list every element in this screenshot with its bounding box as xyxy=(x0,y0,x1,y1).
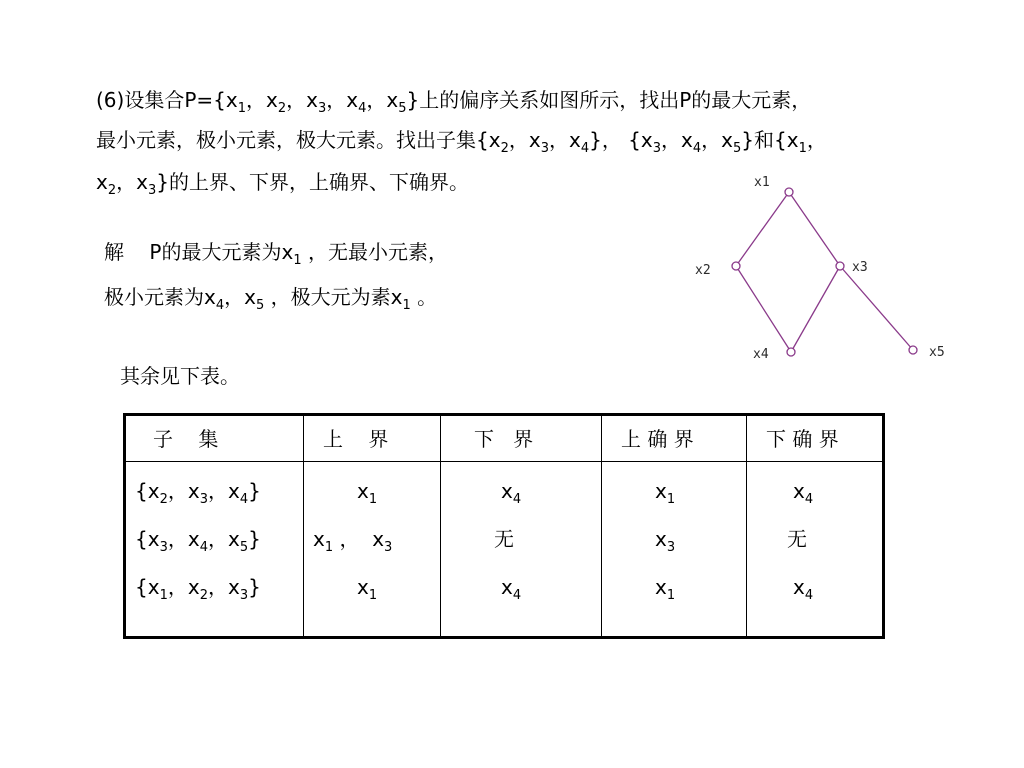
subscript: 1 xyxy=(402,298,411,313)
text: ， xyxy=(806,128,827,152)
subscript: 1 xyxy=(368,492,378,507)
problem-line-1 xyxy=(96,88,812,116)
text: ，x xyxy=(207,527,240,551)
edge-x1-x2 xyxy=(736,192,789,266)
text: x xyxy=(793,479,805,503)
text: } xyxy=(248,527,261,551)
diagram-edges xyxy=(736,192,913,352)
subscript: 1 xyxy=(666,588,676,603)
column-divider xyxy=(303,416,304,636)
subscript: 5 xyxy=(255,298,265,313)
text: }， {x xyxy=(589,128,653,152)
subscript: 3 xyxy=(666,540,676,555)
text: ，x xyxy=(224,285,256,309)
text: x xyxy=(357,479,369,503)
text: {x xyxy=(135,575,160,599)
text: ，x xyxy=(508,128,541,152)
text: ， x xyxy=(333,527,385,551)
header-upper-bound: 上 界 xyxy=(323,427,389,451)
edge-x3-x4 xyxy=(791,266,840,352)
column-divider xyxy=(601,416,602,636)
subscript: 1 xyxy=(159,588,168,603)
text: x xyxy=(655,479,667,503)
subscript: 3 xyxy=(540,141,549,156)
text: x xyxy=(96,170,108,194)
text: x xyxy=(655,575,667,599)
node-x2 xyxy=(732,262,740,270)
diagram-nodes xyxy=(732,188,917,356)
text: ，极大元为素x xyxy=(264,285,403,309)
subscript: 2 xyxy=(159,492,168,507)
text: } xyxy=(248,575,261,599)
subscript: 2 xyxy=(500,141,509,156)
subscript: 2 xyxy=(107,183,117,198)
row3-subset xyxy=(135,575,261,603)
text: }和{x xyxy=(741,128,799,152)
edge-x1-x3 xyxy=(789,192,840,266)
edge-x2-x4 xyxy=(736,266,791,352)
subscript: 4 xyxy=(199,540,208,555)
header-subset: 子 集 xyxy=(153,427,219,451)
row2-infimum: 无 xyxy=(787,527,807,551)
text: {x xyxy=(135,527,160,551)
label-x3: x3 xyxy=(852,260,868,275)
node-x3 xyxy=(836,262,844,270)
text: x xyxy=(313,527,325,551)
subscript: 3 xyxy=(199,492,208,507)
subscript: 5 xyxy=(733,141,742,156)
subscript: 4 xyxy=(804,588,814,603)
bounds-table xyxy=(123,413,885,639)
text: ，x xyxy=(207,479,240,503)
subscript: 4 xyxy=(358,101,367,116)
row1-upper xyxy=(357,479,378,507)
subscript: 3 xyxy=(239,588,249,603)
row3-infimum xyxy=(793,575,814,603)
row1-infimum xyxy=(793,479,814,507)
header-lower-bound: 下 界 xyxy=(474,427,534,451)
subscript: 2 xyxy=(199,588,208,603)
row3-supremum xyxy=(655,575,676,603)
column-divider xyxy=(746,416,747,636)
header-infimum: 下 确 界 xyxy=(766,427,839,451)
subscript: 2 xyxy=(277,101,287,116)
text: } xyxy=(248,479,261,503)
text: ，x xyxy=(366,88,399,112)
label-x5: x5 xyxy=(929,345,945,360)
row2-supremum xyxy=(655,527,676,555)
column-divider xyxy=(440,416,441,636)
text: ，x xyxy=(246,88,278,112)
subscript: 3 xyxy=(652,141,662,156)
text: }上的偏序关系如图所示，找出P的最大元素， xyxy=(406,88,812,112)
label-x1: x1 xyxy=(754,175,770,190)
text: x xyxy=(793,575,805,599)
text: 极小元素为x xyxy=(104,285,216,309)
row2-subset xyxy=(135,527,261,555)
text: ，x xyxy=(207,575,240,599)
header-divider xyxy=(126,461,882,462)
node-x1 xyxy=(785,188,793,196)
text: ，x xyxy=(116,170,148,194)
subscript: 1 xyxy=(798,141,807,156)
text: x xyxy=(357,575,369,599)
text: ，x xyxy=(286,88,318,112)
subscript: 1 xyxy=(293,253,302,268)
hasse-diagram xyxy=(680,168,952,366)
subscript: 1 xyxy=(237,101,246,116)
text: }的上界、下界，上确界、下确界。 xyxy=(156,170,469,194)
text: ，x xyxy=(326,88,359,112)
text: x xyxy=(655,527,667,551)
row2-upper xyxy=(313,527,393,555)
subscript: 1 xyxy=(324,540,334,555)
subscript: 4 xyxy=(692,141,702,156)
label-x2: x2 xyxy=(695,263,711,278)
header-supremum: 上 确 界 xyxy=(621,427,694,451)
text: x xyxy=(501,575,513,599)
label-x4: x4 xyxy=(753,347,769,362)
edge-x3-x5 xyxy=(840,266,913,350)
text: ，x xyxy=(661,128,693,152)
text: 。 xyxy=(410,285,438,309)
row1-lower xyxy=(501,479,522,507)
subscript: 4 xyxy=(580,141,590,156)
solution-line-2 xyxy=(104,285,438,313)
subscript: 4 xyxy=(512,492,522,507)
text: ，x xyxy=(167,527,200,551)
text: x xyxy=(501,479,513,503)
text: ，x xyxy=(701,128,733,152)
text: {x xyxy=(135,479,160,503)
solution-rest-note: 其余见下表。 xyxy=(120,364,240,388)
solution-line-1 xyxy=(104,240,448,268)
row2-lower: 无 xyxy=(494,527,514,551)
subscript: 3 xyxy=(384,540,393,555)
node-x4 xyxy=(787,348,795,356)
text: 最小元素，极小元素，极大元素。找出子集{x xyxy=(96,128,501,152)
text: ，x xyxy=(167,479,200,503)
row1-subset xyxy=(135,479,261,507)
subscript: 4 xyxy=(239,492,249,507)
node-x5 xyxy=(909,346,917,354)
subscript: 5 xyxy=(239,540,249,555)
subscript: 3 xyxy=(159,540,168,555)
text: ，x xyxy=(167,575,200,599)
subscript: 4 xyxy=(804,492,814,507)
subscript: 4 xyxy=(512,588,522,603)
subscript: 1 xyxy=(368,588,378,603)
subscript: 3 xyxy=(147,183,157,198)
subscript: 4 xyxy=(215,298,225,313)
text: (6)设集合P={x xyxy=(96,88,238,112)
text: ，无最小元素， xyxy=(301,240,448,264)
problem-line-2 xyxy=(96,128,827,156)
problem-line-3 xyxy=(96,170,469,198)
subscript: 1 xyxy=(666,492,676,507)
row1-supremum xyxy=(655,479,676,507)
subscript: 5 xyxy=(398,101,407,116)
row3-lower xyxy=(501,575,522,603)
row3-upper xyxy=(357,575,378,603)
text: 解 P的最大元素为x xyxy=(104,240,294,264)
subscript: 3 xyxy=(317,101,327,116)
text: ，x xyxy=(548,128,581,152)
